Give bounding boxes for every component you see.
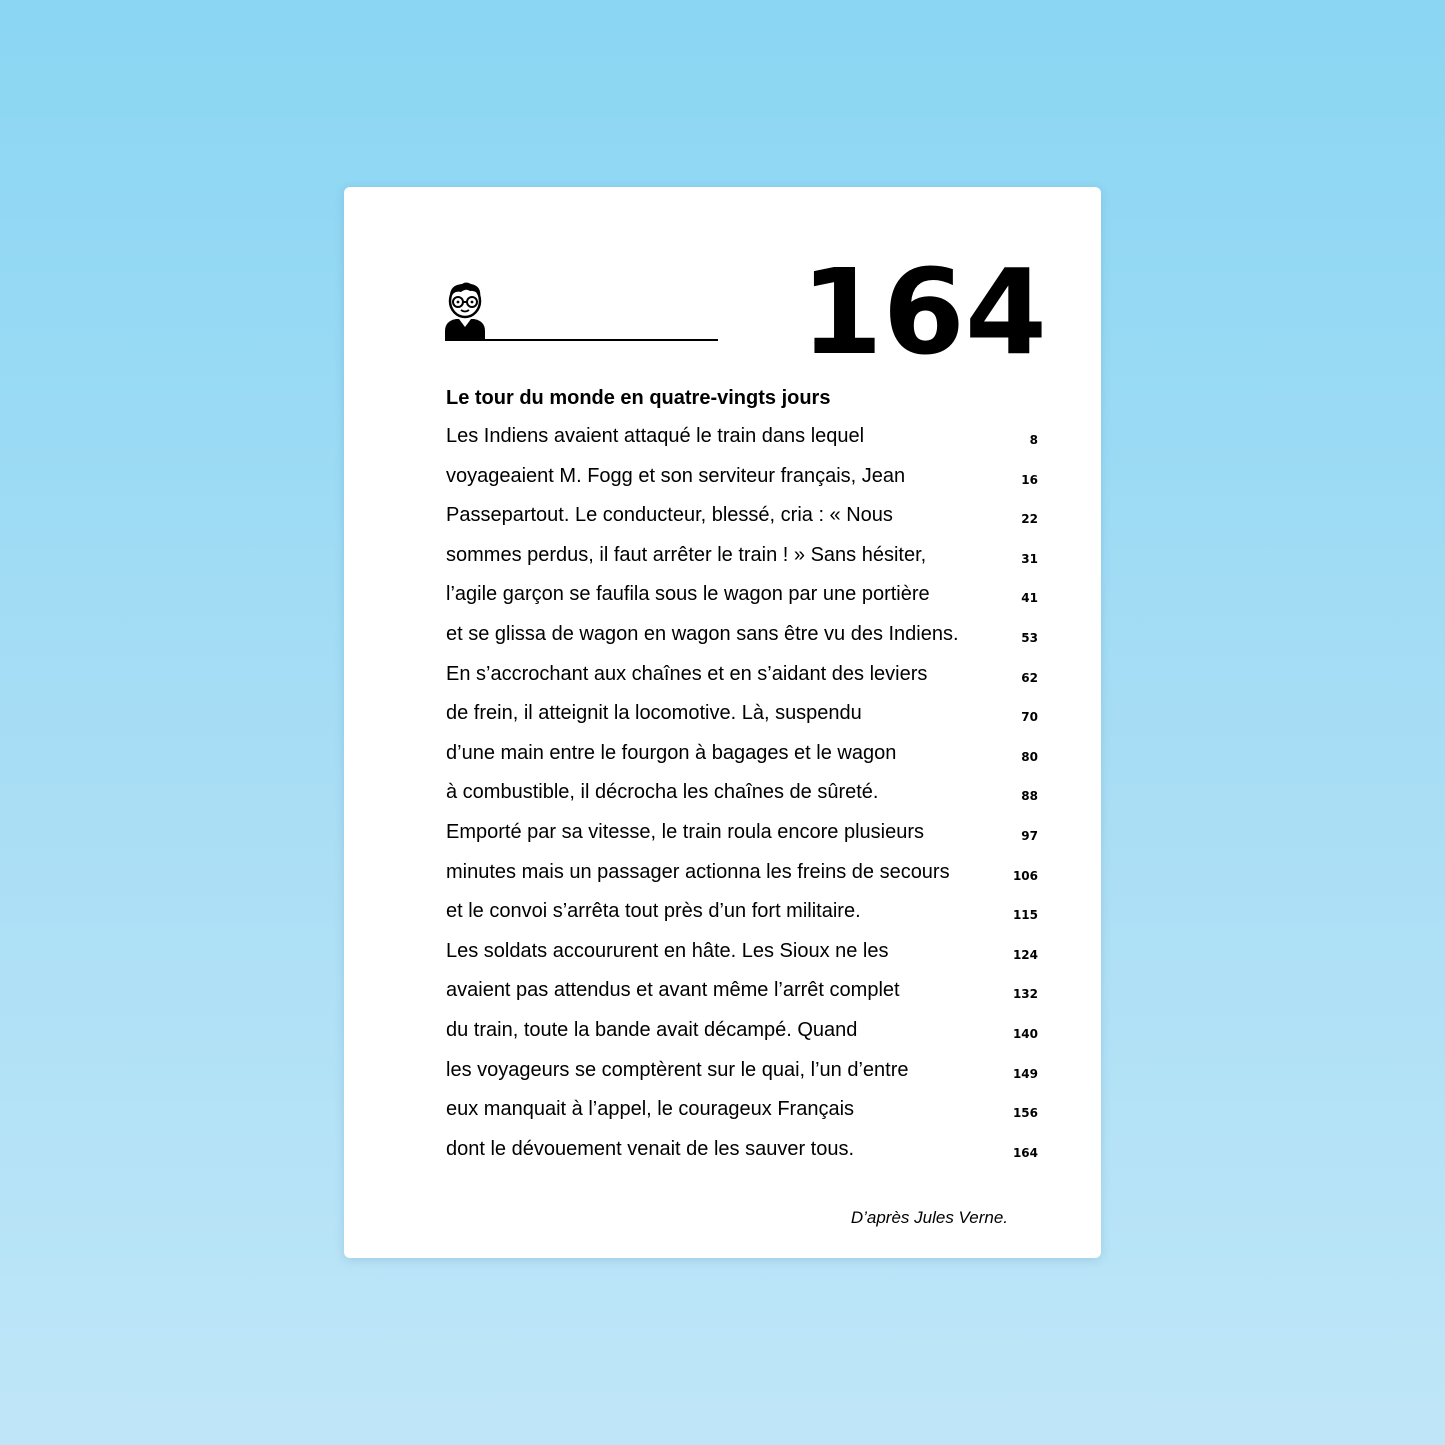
line-text: et se glissa de wagon en wagon sans être vu des Indiens.	[446, 622, 959, 645]
line-text: l’agile garçon se faufila sous le wagon par une portière	[446, 583, 930, 606]
cumulative-word-count: 156	[1012, 1106, 1038, 1121]
line-text: d’une main entre le fourgon à bagages et le wagon	[446, 741, 897, 764]
text-line	[446, 538, 1038, 578]
line-text: minutes mais un passager actionna les freins de secours	[446, 860, 950, 883]
text-line	[446, 815, 1038, 855]
total-word-count: 164	[800, 243, 1047, 381]
line-text: les voyageurs se comptèrent sur le quai, l’un d’entre	[446, 1058, 909, 1081]
cumulative-word-count: 8	[1029, 433, 1038, 447]
cumulative-word-count: 124	[1012, 947, 1038, 962]
cumulative-word-count: 132	[1012, 987, 1038, 1002]
line-text: avaient pas attendus et avant même l’arrêt complet	[446, 979, 900, 1002]
name-write-line	[462, 339, 718, 341]
line-text: de frein, il atteignit la locomotive. Là, suspendu	[446, 702, 862, 725]
text-line	[446, 617, 1038, 657]
cumulative-word-count: 70	[1021, 710, 1038, 725]
text-line	[446, 577, 1038, 617]
cumulative-word-count: 80	[1021, 749, 1038, 764]
text-line	[446, 1092, 1038, 1132]
text-line	[446, 696, 1038, 736]
text-line	[446, 855, 1038, 895]
reading-card	[344, 187, 1101, 1258]
cumulative-word-count: 115	[1012, 908, 1038, 923]
cumulative-word-count: 53	[1021, 630, 1038, 645]
text-line	[446, 934, 1038, 974]
cumulative-word-count: 88	[1021, 789, 1038, 804]
text-line	[446, 973, 1038, 1013]
cumulative-word-count: 31	[1021, 551, 1038, 566]
text-line	[446, 459, 1038, 499]
line-text: Les soldats accoururent en hâte. Les Sioux ne les	[446, 939, 889, 962]
cumulative-word-count: 16	[1021, 472, 1038, 487]
cumulative-word-count: 62	[1021, 670, 1038, 685]
cumulative-word-count: 97	[1021, 828, 1038, 843]
line-text: Passepartout. Le conducteur, blessé, cria : « Nous	[446, 504, 893, 527]
line-text: sommes perdus, il faut arrêter le train ! » Sans hésiter,	[446, 543, 927, 566]
text-line	[446, 498, 1038, 538]
cumulative-word-count: 41	[1021, 591, 1038, 606]
text-title: Le tour du monde en quatre-vingts jours	[446, 387, 831, 409]
line-text: eux manquait à l’appel, le courageux Français	[446, 1098, 855, 1121]
line-text: En s’accrochant aux chaînes et en s’aidant des leviers	[446, 662, 928, 685]
line-text: du train, toute la bande avait décampé. Quand	[446, 1018, 858, 1041]
text-line	[446, 1013, 1038, 1053]
cumulative-word-count: 149	[1012, 1066, 1038, 1081]
cumulative-word-count: 140	[1012, 1026, 1038, 1041]
student-with-glasses-icon	[444, 281, 486, 341]
text-line	[446, 894, 1038, 934]
text-line	[446, 1132, 1038, 1172]
attribution: D’après Jules Verne.	[850, 1208, 1008, 1227]
cumulative-word-count: 106	[1012, 868, 1038, 883]
text-line	[446, 419, 1038, 459]
text-line	[446, 775, 1038, 815]
text-line	[446, 736, 1038, 776]
line-text: dont le dévouement venait de les sauver tous.	[446, 1137, 855, 1160]
cumulative-word-count: 164	[1012, 1145, 1038, 1160]
line-text: et le convoi s’arrêta tout près d’un fort militaire.	[446, 900, 861, 923]
text-line	[446, 1053, 1038, 1093]
text-lines	[446, 419, 1038, 1171]
cumulative-word-count: 22	[1021, 512, 1038, 527]
line-text: à combustible, il décrocha les chaînes de sûreté.	[446, 781, 879, 804]
text-line	[446, 657, 1038, 697]
line-text: Les Indiens avaient attaqué le train dans lequel	[446, 425, 865, 447]
line-text: voyageaient M. Fogg et son serviteur français, Jean	[446, 464, 906, 487]
line-text: Emporté par sa vitesse, le train roula encore plusieurs	[446, 820, 925, 843]
